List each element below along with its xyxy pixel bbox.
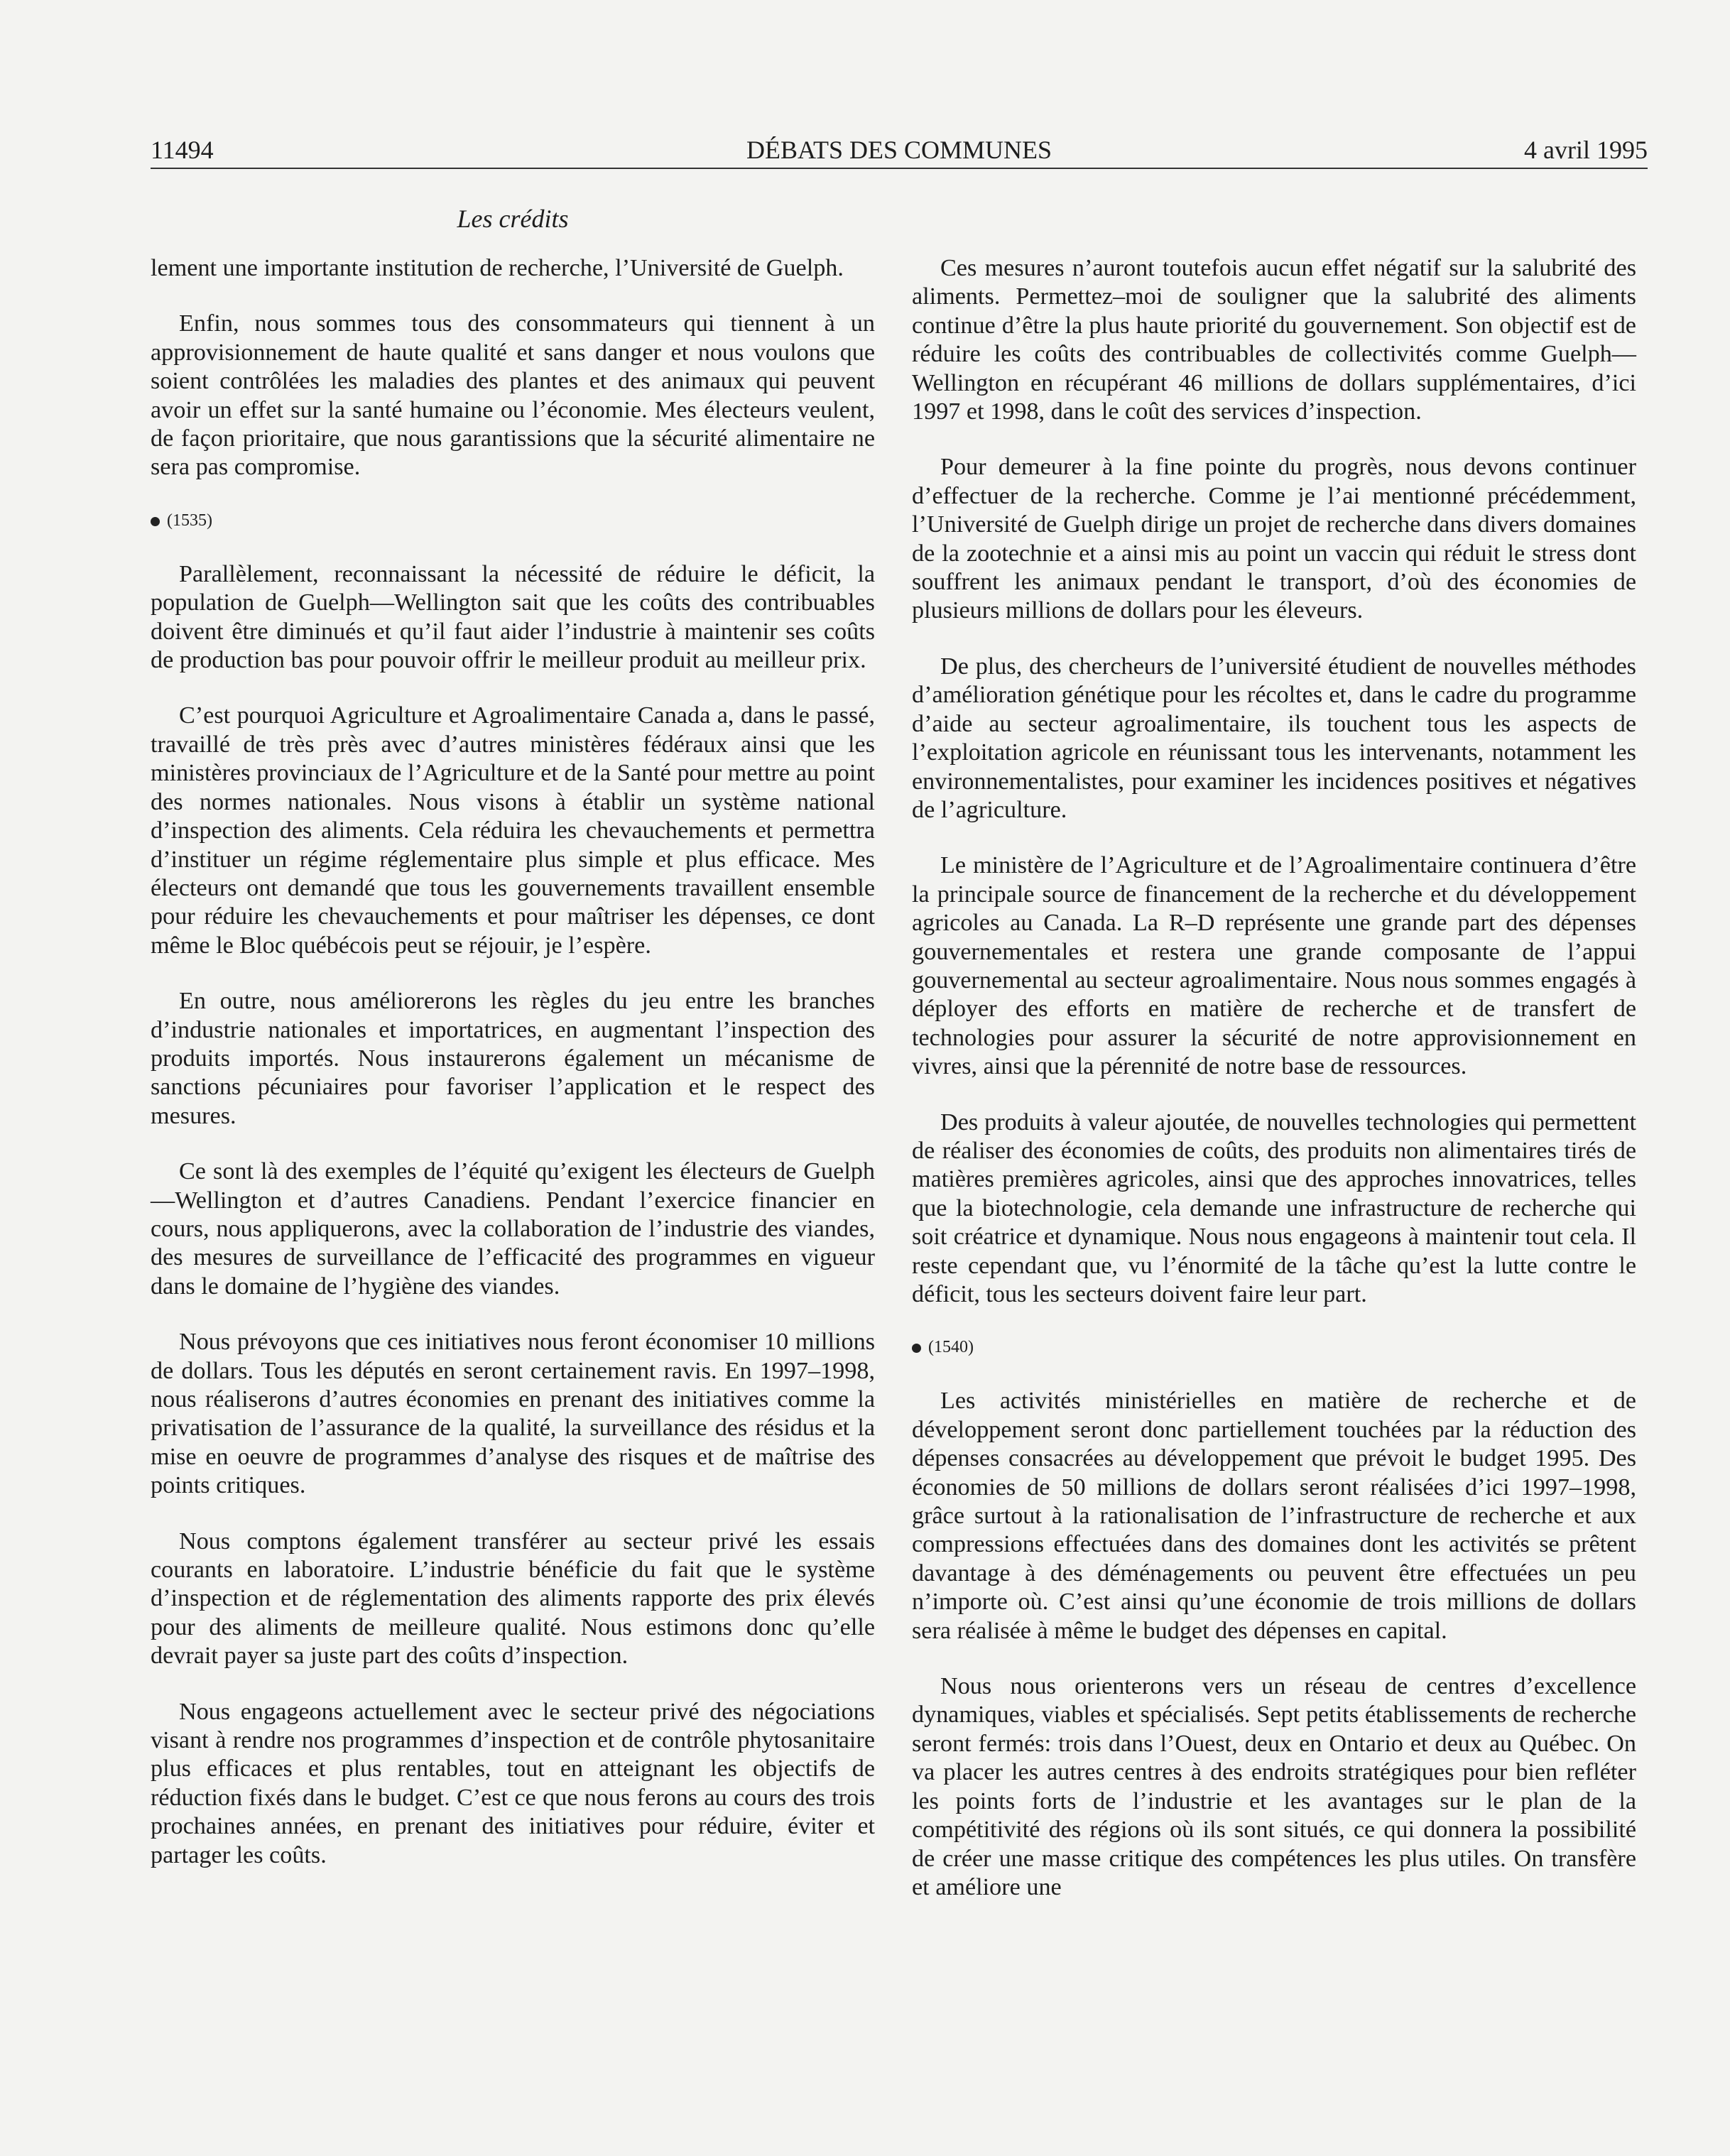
time-marker <box>912 1336 1636 1359</box>
paragraph: En outre, nous améliorerons les règles du jeu entre les branches d’industrie nationales et importatrices, en augmentant l’inspection des produits importés. Nous instaurerons également un mécanisme de sanctions pécuniaires pour favoriser l’application et le respect des mesures. <box>151 988 875 1129</box>
paragraph: Enfin, nous sommes tous des consommateurs qui tiennent à un approvisionnement de haute qualité et sans danger et nous voulons que soient contrôlées les maladies des plantes et des animaux qui peuvent avoir un effet sur la santé humaine ou l’économie. Mes électeurs veulent, de façon prioritaire, que nous garantissions que la sécurité alimentaire ne sera pas compromise. <box>151 310 875 481</box>
page-header <box>151 132 1648 169</box>
paragraph: De plus, des chercheurs de l’université étudient de nouvelles méthodes d’amélioration génétique pour les récoltes et, dans le cadre du programme d’aide au secteur agroalimentaire, ils touchent tous les aspects de l’exploitation agricole en réunissant tous les intervenants, notamment les environnementalistes, pour examiner les incidences positives et négatives de l’agriculture. <box>912 653 1636 823</box>
publication-date: 4 avril 1995 <box>1524 136 1648 164</box>
paragraph: Pour demeurer à la fine pointe du progrès, nous devons continuer d’effectuer de la recherche. Comme je l’ai mentionné précédemment, l’Université de Guelph dirige un projet de recherche dans divers domaines de la zootechnie et a ainsi mis au point un vaccin qui réduit le stress dont souffrent les animaux pendant le transport, d’où des économies de plusieurs millions de dollars pour les éleveurs. <box>912 454 1636 624</box>
bullet-icon <box>151 517 160 526</box>
paragraph: lement une importante institution de recherche, l’Université de Guelph. <box>151 255 844 281</box>
paragraph: Les activités ministérielles en matière de recherche et de développement seront donc partiellement touchées par la réduction des dépenses consacrées au développement que prévoit le budget 1995. Des économies de 50 millions de dollars seront réalisées d’ici 1997–1998, grâce surtout à la rationalisation de l’infrastructure de recherche et aux compressions effectuées dans des domaines dont les activités se prêtent davantage à des déménagements ou peuvent être effectuées un peu n’importe où. C’est ainsi qu’une économie de trois millions de dollars sera réalisée à même le budget des dépenses en capital. <box>912 1388 1636 1644</box>
page-number: 11494 <box>151 136 214 164</box>
time-marker-label: (1540) <box>928 1338 974 1357</box>
running-head: Les crédits <box>457 205 569 233</box>
publication-title: DÉBATS DES COMMUNES <box>746 136 1052 164</box>
paragraph: Parallèlement, reconnaissant la nécessité de réduire le déficit, la population de Guelph—Wellington sait que les coûts des contribuables doivent être diminués et qu’il faut aider l’industrie à maintenir ses coûts de production bas pour pouvoir offrir le meilleur produit au meilleur prix. <box>151 560 875 674</box>
time-marker <box>151 509 875 532</box>
paragraph: C’est pourquoi Agriculture et Agroalimentaire Canada a, dans le passé, travaillé de très près avec d’autres ministères fédéraux ainsi que les ministères provinciaux de l’Agriculture et de la Santé pour mettre au point des normes nationales. Nous visons à établir un système national d’inspection des aliments. Cela réduira les chevauchements et permettra d’instituer un régime réglementaire plus simple et plus efficace. Mes électeurs ont demandé que tous les gouvernements travaillent ensemble pour réduire les chevauchements et pour maîtriser les dépenses, ce dont même le Bloc québécois peut se réjouir, je l’espère. <box>151 702 875 959</box>
paragraph: Nous comptons également transférer au secteur privé les essais courants en laboratoire. L’industrie bénéficie du fait que le système d’inspection et de réglementation des aliments rapporte des prix élevés pour des aliments de meilleure qualité. Nous estimons donc qu’elle devrait payer sa juste part des coûts d’inspection. <box>151 1528 875 1670</box>
left-column <box>151 254 875 1897</box>
paragraph: Nous prévoyons que ces initiatives nous feront économiser 10 millions de dollars. Tous les députés en seront certainement ravis. En 1997–1998, nous réaliserons d’autres économies en prenant des initiatives comme la privatisation de l’assurance de la qualité, la surveillance des résidus et la mise en oeuvre de programmes d’analyse des risques et de maîtrise des points critiques. <box>151 1329 875 1499</box>
right-column <box>912 254 1636 1929</box>
paragraph: Ces mesures n’auront toutefois aucun effet négatif sur la salubrité des aliments. Permettez–moi de souligner que la salubrité des aliments continue d’être la plus haute priorité du gouvernement. Son objectif est de réduire les coûts des contribuables de collectivités comme Guelph—Wellington en récupérant 46 millions de dollars supplémentaires, d’ici 1997 et 1998, dans le coût des services d’inspection. <box>912 255 1636 425</box>
paragraph: Nous engageons actuellement avec le secteur privé des négociations visant à rendre nos programmes d’inspection et de contrôle phytosanitaire plus efficaces et plus rentables, tout en atteignant les objectifs de réduction fixés dans le budget. C’est ce que nous ferons au cours des trois prochaines années, en prenant des initiatives pour réduire, éviter et partager les coûts. <box>151 1698 875 1868</box>
paragraph: Des produits à valeur ajoutée, de nouvelles technologies qui permettent de réaliser des économies de coûts, des produits non alimentaires tirés de matières premières agricoles, ainsi que des approches innovatrices, telles que la biotechnologie, cela demande une infrastructure de recherche qui soit créatrice et dynamique. Nous nous engageons à maintenir tout cela. Il reste cependant que, vu l’énormité de la tâche qu’est la lutte contre le déficit, tous les secteurs doivent faire leur part. <box>912 1109 1636 1307</box>
paragraph: Nous nous orienterons vers un réseau de centres d’excellence dynamiques, viables et spécialisés. Sept petits établissements de recherche seront fermés: trois dans l’Ouest, deux en Ontario et deux au Québec. On va placer les autres centres à des endroits stratégiques pour bien refléter les points forts de l’industrie et les avantages sur le plan de la compétitivité des régions où ils sont situés, ce qui donnera la possibilité de créer une masse critique des compétences les plus utiles. On transfère et améliore une <box>912 1673 1636 1900</box>
time-marker-label: (1535) <box>167 511 212 530</box>
bullet-icon <box>912 1344 921 1353</box>
paragraph: Ce sont là des exemples de l’équité qu’exigent les électeurs de Guelph—Wellington et d’autres Canadiens. Pendant l’exercice financier en cours, nous appliquerons, avec la collaboration de l’industrie des viandes, des mesures de surveillance de l’efficacité des programmes en vigueur dans le domaine de l’hygiène des viandes. <box>151 1158 875 1300</box>
paragraph: Le ministère de l’Agriculture et de l’Agroalimentaire continuera d’être la principale source de financement de la recherche et du développement agricoles au Canada. La R–D représente une grande part des dépenses gouvernementales et restera une grande composante de l’appui gouvernemental au secteur agroalimentaire. Nous nous sommes engagés à déployer des efforts en matière de recherche et de transfert de technologies pour assurer la sécurité de notre approvisionnement en vivres, ainsi que la pérennité de notre base de ressources. <box>912 852 1636 1080</box>
